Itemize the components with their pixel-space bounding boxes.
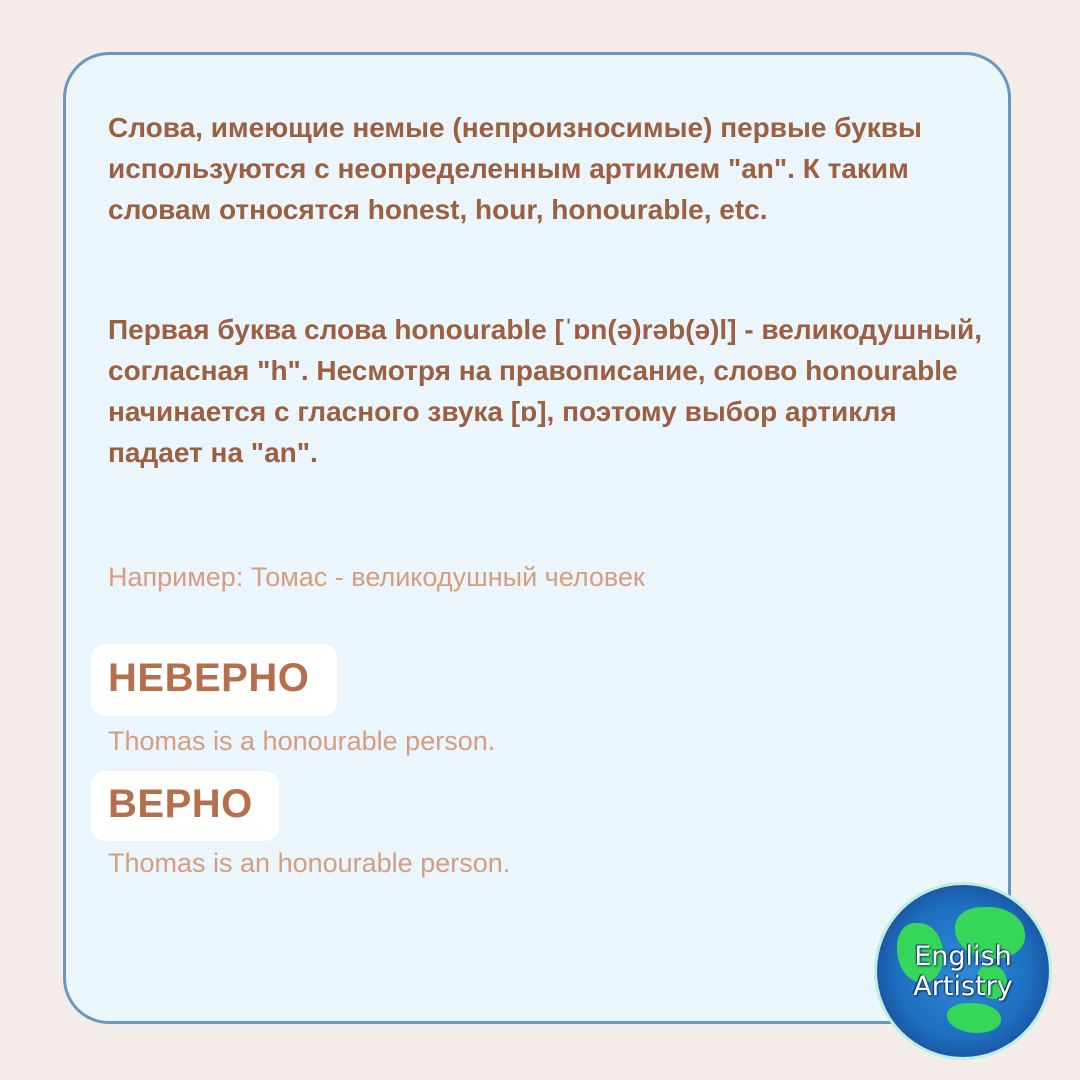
rule-paragraph: Слова, имеющие немые (непроизносимые) первые буквы используются с неопределенным артиклем "an". К таким словам относятся honest, hour, honourable, etc. [108, 112, 922, 225]
logo-text-line2: Artistry [913, 971, 1013, 1002]
example-text: Например: Томас - великодушный человек [108, 562, 645, 592]
wrong-sentence: Thomas is a honourable person. [108, 726, 496, 756]
right-sentence: Thomas is an honourable person. [108, 848, 511, 878]
explanation-paragraph: Первая буква слова honourable [ˈɒn(ə)rəb(ə)l] - великодушный, согласная "h". Несмотря на правописание, слово honourable начинается с гласного звука [ɒ], поэтому выбор артикля падает на "an". [108, 314, 983, 468]
right-label: ВЕРНО [108, 782, 253, 826]
globe-land-icon [947, 1003, 1001, 1033]
english-artistry-logo [877, 885, 1049, 1057]
wrong-label: НЕВЕРНО [108, 656, 310, 700]
logo-text-line1: English [914, 941, 1012, 972]
